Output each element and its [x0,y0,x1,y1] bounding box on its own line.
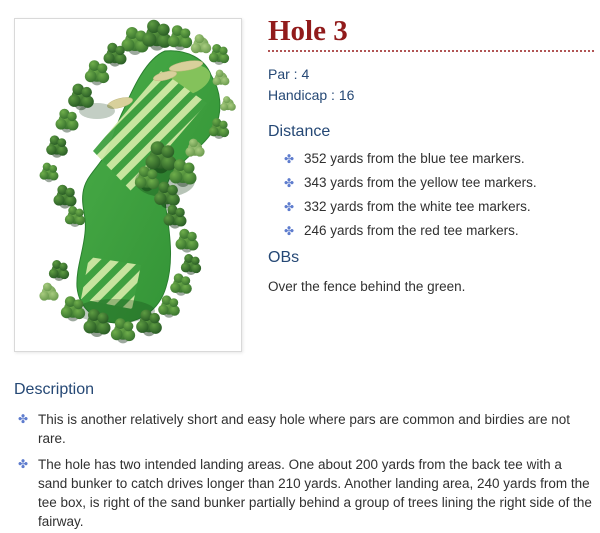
list-item [284,223,594,238]
handicap-label: Handicap [268,87,328,103]
plus-bullet-icon: ✤ [284,176,295,190]
plus-bullet-icon: ✤ [18,457,29,471]
distance-item-text: 343 yards from the yellow tee markers. [304,175,537,190]
stat-separator: : [327,87,339,103]
distance-item-text: 352 yards from the blue tee markers. [304,151,525,166]
title-divider [268,50,594,52]
distance-list [268,151,594,238]
par-row [268,64,594,85]
plus-bullet-icon: ✤ [284,200,295,214]
description-section [14,380,594,533]
list-item [284,151,594,166]
par-label: Par [268,66,290,82]
hole-info-panel [268,14,594,295]
list-item [284,175,594,190]
distance-item-text: 246 yards from the red tee markers. [304,223,519,238]
plus-bullet-icon: ✤ [18,412,29,426]
description-list [14,410,594,531]
distance-item-text: 332 yards from the white tee markers. [304,199,531,214]
handicap-value: 16 [338,87,355,103]
list-item [284,199,594,214]
obs-heading: OBs [268,249,300,266]
list-item [18,455,594,531]
hole-map-image [15,19,241,351]
handicap-row [268,85,594,106]
distance-heading: Distance [268,123,331,140]
list-item [18,410,594,448]
description-item-text: The hole has two intended landing areas. One about 200 yards from the back tee with a sand bunker to catch drives longer than 210 yards. Another landing area, 240 yards from the tee box, is right of the sand bunker partially behind a group of trees lining the right side of the fairway. [38,457,592,529]
plus-bullet-icon: ✤ [284,152,295,166]
hole-map-frame [14,18,242,352]
description-heading: Description [14,381,95,398]
obs-text: Over the fence behind the green. [268,279,466,294]
page-title: Hole 3 [268,15,348,47]
par-value: 4 [301,66,310,82]
stat-separator: : [289,66,302,82]
description-item-text: This is another relatively short and easy hole where pars are common and birdies are not rare. [38,412,571,446]
plus-bullet-icon: ✤ [284,224,295,238]
